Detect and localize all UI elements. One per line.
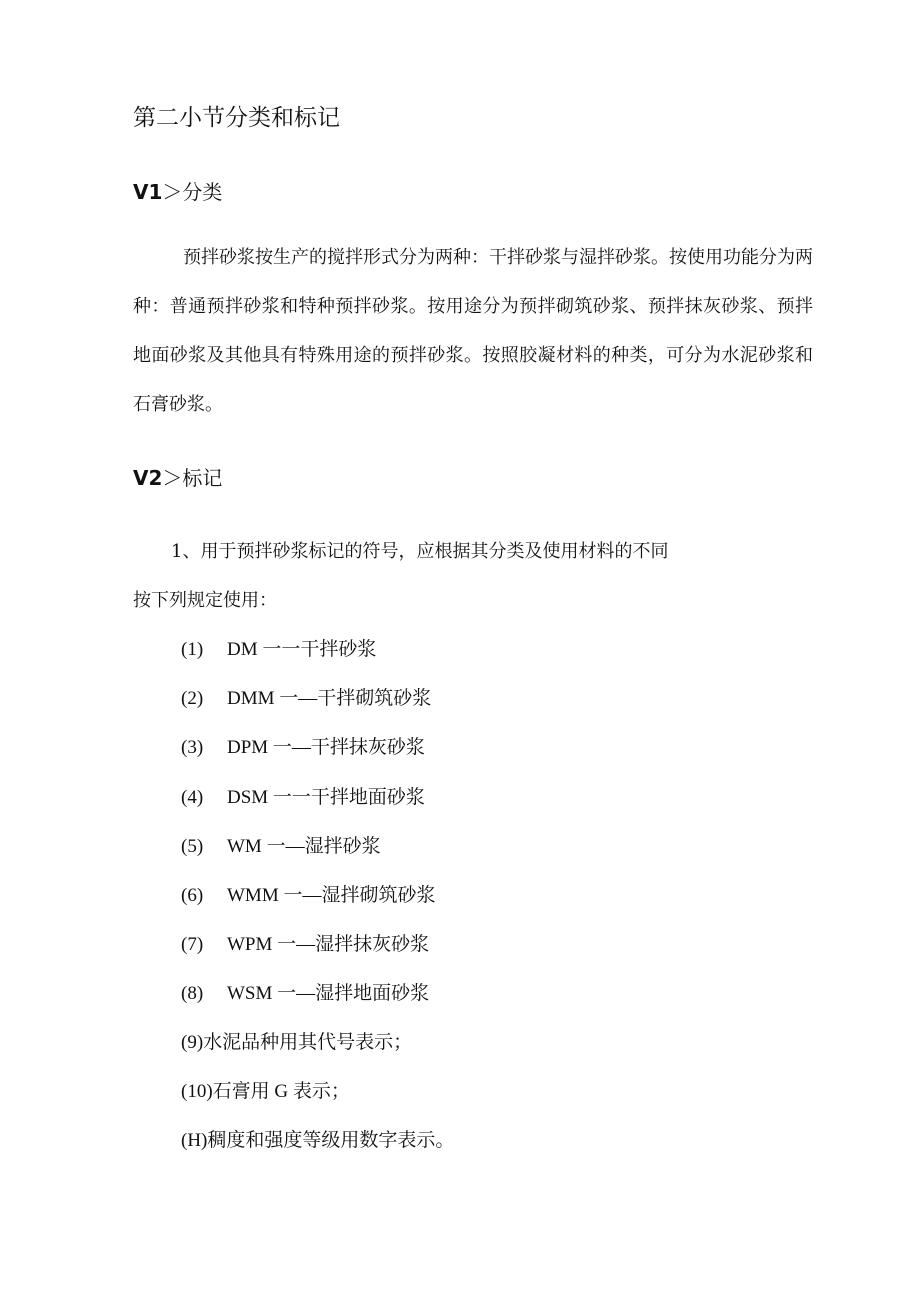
code-item — [181, 931, 429, 959]
code-text: DM 一一干拌砂浆 — [227, 639, 377, 660]
marking-intro-line-1: 1、用于预拌砂浆标记的符号，应根据其分类及使用材料的不同 — [171, 541, 669, 562]
note-line: (10)石膏用 G 表示； — [181, 1081, 350, 1102]
code-item — [181, 784, 425, 812]
code-text: WM 一—湿拌砂浆 — [227, 836, 381, 857]
code-index: (6) — [181, 885, 204, 906]
code-text: DSM 一一干拌地面砂浆 — [227, 787, 425, 808]
section-arrow: ＞ — [162, 180, 183, 204]
section-number: V2 — [133, 466, 163, 490]
page-title: 第二小节分类和标记 — [133, 105, 340, 131]
code-index: (8) — [181, 983, 204, 1004]
marking-intro-line-2: 按下列规定使用： — [133, 590, 277, 611]
code-item — [181, 734, 425, 762]
code-index: (2) — [181, 688, 204, 709]
code-text: WPM 一—湿拌抹灰砂浆 — [227, 934, 430, 955]
section-heading-marking — [133, 463, 222, 493]
code-item — [181, 833, 381, 861]
code-text: WMM 一—湿拌砌筑砂浆 — [227, 885, 436, 906]
section-arrow: ＞ — [162, 466, 183, 490]
code-index: (4) — [181, 787, 204, 808]
section-heading-classification — [133, 177, 222, 207]
section-label: 标记 — [182, 466, 223, 490]
note-line: (H)稠度和强度等级用数字表示。 — [181, 1130, 455, 1151]
code-item — [181, 980, 429, 1008]
code-text: WSM 一—湿拌地面砂浆 — [227, 983, 430, 1004]
code-index: (7) — [181, 934, 204, 955]
code-text: DMM 一—干拌砌筑砂浆 — [227, 688, 432, 709]
section-number: V1 — [133, 180, 163, 204]
code-index: (3) — [181, 737, 204, 758]
classification-paragraph: 预拌砂浆按生产的搅拌形式分为两种：干拌砂浆与湿拌砂浆。按使用功能分为两种：普通预拌砂浆和特种预拌砂浆。按用途分为预拌砌筑砂浆、预拌抹灰砂浆、预拌地面砂浆及其他具有特殊用途的预拌砂浆。按照胶凝材料的种类，可分为水泥砂浆和石膏砂浆。 — [133, 247, 813, 415]
code-item — [181, 882, 435, 910]
note-line: (9)水泥品种用其代号表示； — [181, 1032, 413, 1053]
code-text: DPM 一—干拌抹灰砂浆 — [227, 737, 425, 758]
code-index: (5) — [181, 836, 204, 857]
code-item — [181, 636, 376, 664]
code-index: (1) — [181, 639, 204, 660]
code-item — [181, 685, 431, 713]
section-label: 分类 — [182, 180, 223, 204]
